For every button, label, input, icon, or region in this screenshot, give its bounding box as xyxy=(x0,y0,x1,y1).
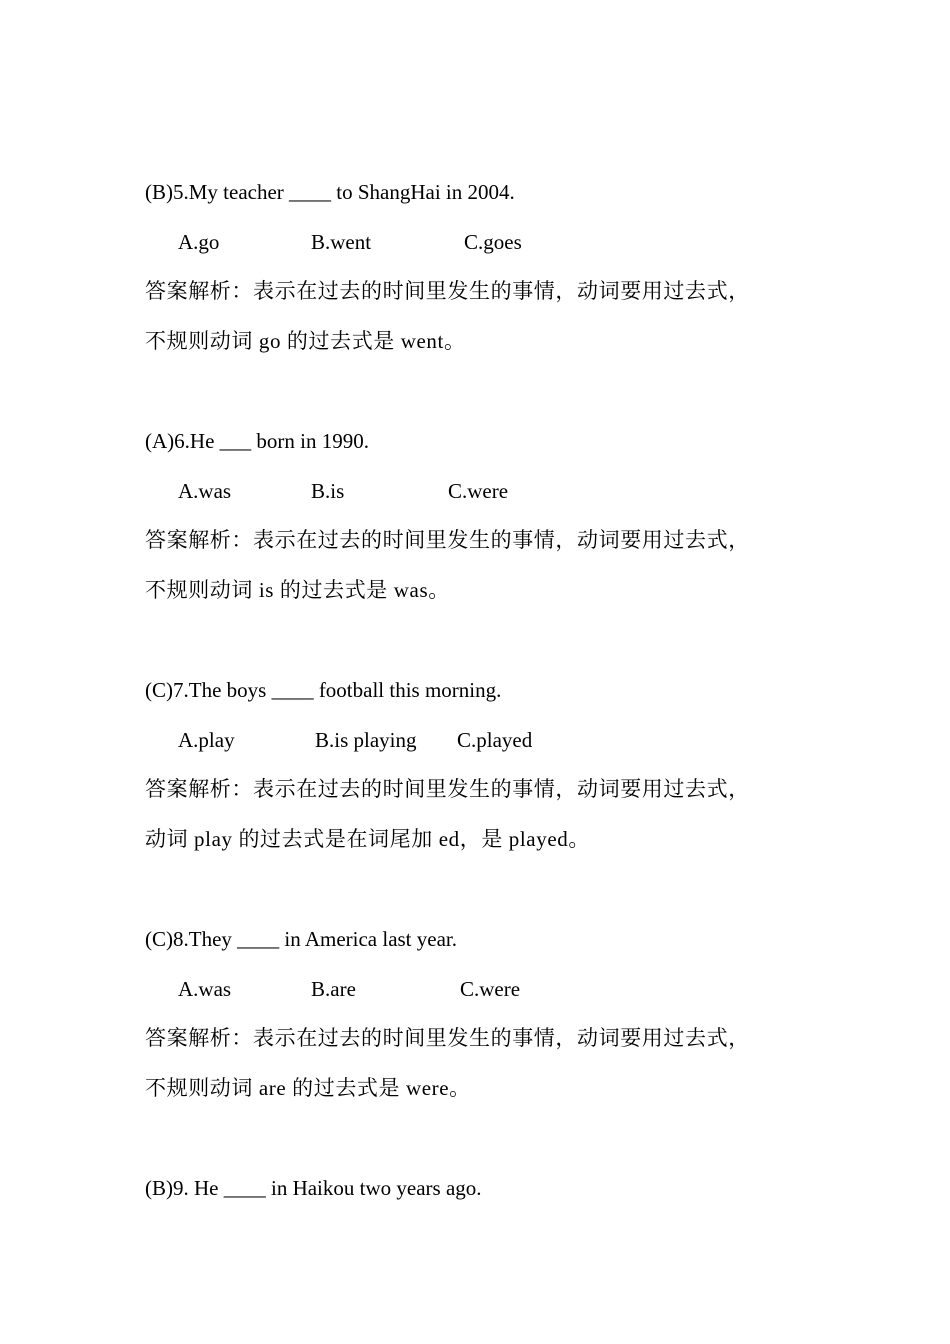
question-stem: (C)7.The boys ____ football this morning. xyxy=(145,678,502,702)
option-b: B.is xyxy=(311,479,345,503)
question-stem: (B)9. He ____ in Haikou two years ago. xyxy=(145,1176,482,1200)
option-b: B.went xyxy=(311,230,372,254)
answer-explanation-cont: 不规则动词 is 的过去式是 was。 xyxy=(145,578,450,602)
answer-explanation-cont: 动词 play 的过去式是在词尾加 ed，是 played。 xyxy=(145,827,590,851)
answer-explanation: 答案解析：表示在过去的时间里发生的事情，动词要用过去式， xyxy=(145,279,750,303)
answer-explanation: 答案解析：表示在过去的时间里发生的事情，动词要用过去式， xyxy=(145,528,750,552)
answer-explanation-cont: 不规则动词 are 的过去式是 were。 xyxy=(145,1076,471,1100)
option-c: C.goes xyxy=(464,230,522,254)
option-a: A.was xyxy=(178,977,232,1001)
answer-explanation: 答案解析：表示在过去的时间里发生的事情，动词要用过去式， xyxy=(145,777,750,801)
option-a: A.play xyxy=(178,728,235,752)
option-a: A.go xyxy=(178,230,220,254)
option-c: C.played xyxy=(457,728,533,752)
option-b: B.are xyxy=(311,977,356,1001)
option-c: C.were xyxy=(448,479,509,503)
answer-explanation: 答案解析：表示在过去的时间里发生的事情，动词要用过去式， xyxy=(145,1026,750,1050)
option-b: B.is playing xyxy=(315,728,417,752)
option-c: C.were xyxy=(460,977,521,1001)
option-a: A.was xyxy=(178,479,232,503)
answer-explanation-cont: 不规则动词 go 的过去式是 went。 xyxy=(145,329,466,353)
question-stem: (C)8.They ____ in America last year. xyxy=(145,927,457,951)
question-stem: (B)5.My teacher ____ to ShangHai in 2004. xyxy=(145,180,515,204)
question-stem: (A)6.He ___ born in 1990. xyxy=(145,429,369,453)
